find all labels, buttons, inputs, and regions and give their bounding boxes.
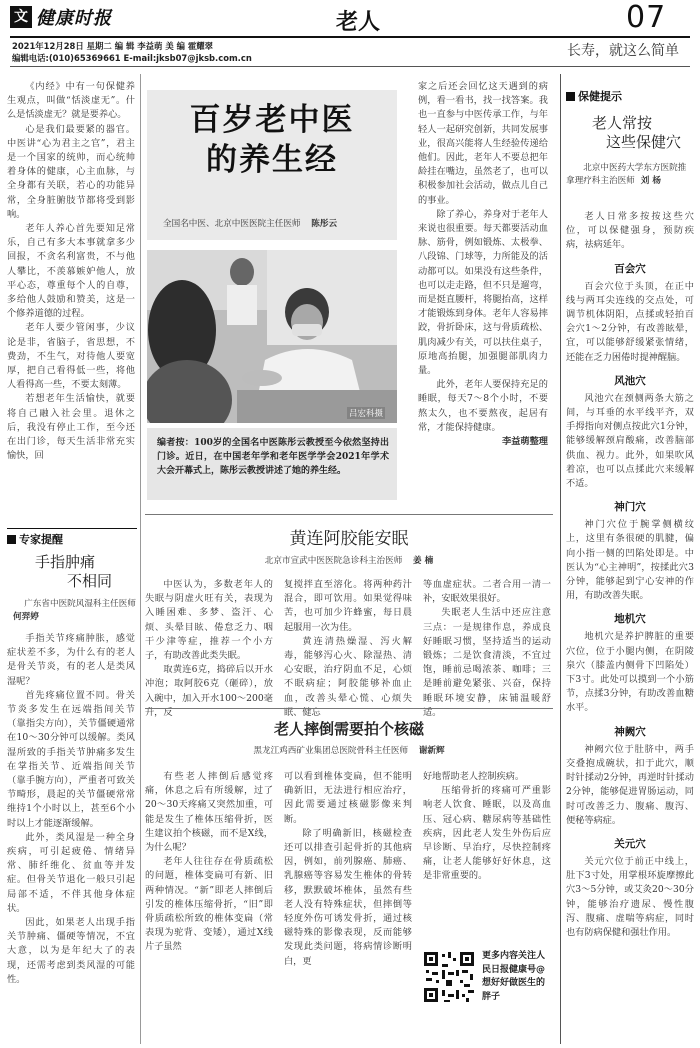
- qr-caption: 更多内容关注人民日报健康号@想好好做医生的胖子: [482, 951, 546, 1002]
- feature-col1: [7, 80, 135, 463]
- hlt-col2: [284, 578, 412, 720]
- feature-col3: [418, 80, 548, 449]
- masthead-rule-2: [10, 66, 690, 67]
- logo-mark: 文: [10, 6, 32, 28]
- acu-title: [566, 114, 696, 152]
- point-heading: 关元穴: [614, 837, 646, 850]
- author-role: 广东省中医院风湿科主任医师: [24, 599, 136, 609]
- paragraph: 首先疼痛位置不同。骨关节炎多发生在远端指间关节（靠指尖方向），关节僵硬通常在10～30分钟可以缓解。类风湿所致的手指关节肿痛多发生在掌指关节、近端指间关节（靠手腕方向），严重者可致关节畸形，晨起的关节僵硬常常维持1个小时以上，甚至6个小时以上才能逐渐缓解。: [7, 689, 135, 829]
- hlt-title: 黄连阿胶能安眠: [289, 529, 409, 549]
- paragraph: 老年人养心首先要知足常乐，自己有多大本事就拿多少回报，不贪名利富贵，不与他人攀比，不羡慕嫉妒他人，放平心态，尊重每个人的自尊，多给他人鼓励和赞美，这是一个修养道德的过程。: [7, 223, 135, 320]
- fall-byline: [145, 745, 553, 758]
- section-label-text: 保健提示: [578, 90, 622, 103]
- hlt-col3: [423, 578, 551, 720]
- paragraph: 此外，类风湿是一种全身疾病，可引起疲倦、情绪异常、肺纤维化、贫血等并发症。但骨关节退化一般只引起局部不适，不伴其他身体症状。: [7, 831, 135, 914]
- qr-code[interactable]: [422, 950, 476, 1004]
- masthead-rule: [10, 36, 690, 38]
- photo-credit: 吕宏科摄: [349, 409, 384, 419]
- point-heading: 百会穴: [614, 262, 646, 275]
- editor-note: 编者按：100岁的全国名中医陈彤云教授至今依然坚持出门诊。近日，在中国老年学和老年医学学会2021年学术大会开幕式上，陈彤云教授讲述了她的养生经。: [157, 438, 389, 477]
- section-square-icon: [566, 92, 575, 101]
- finger-title-line2: 不相同: [67, 572, 113, 590]
- acu-byline: [566, 162, 694, 188]
- fall-col3: [423, 770, 551, 884]
- author-role: 北京市宣武中医医院急诊科主治医师: [264, 556, 403, 566]
- paragraph: 老年人要少管闲事，少议论是非，省脑子，省思想，不费劲，不生气，对待他人要宽厚，把自己看得低一些，将他人看得高一些，不要太刻薄。: [7, 322, 135, 391]
- column-divider: [560, 74, 561, 1044]
- logo-text: 健康时报: [36, 8, 112, 29]
- section-square-icon: [7, 535, 16, 544]
- author-name: 刘 杨: [640, 176, 661, 186]
- paragraph: 地机穴是养护脾脏的重要穴位，位于小腿内侧，在阴陵泉穴（膝盖内侧骨下凹陷处）下3寸。此处可以摸到一个小筋节，点揉3分钟，有助改善血糖水平。: [566, 631, 694, 714]
- paragraph: 《内经》中有一句保健养生观点，叫做“恬淡虚无”。什么是恬淡虚无？就是要养心。: [7, 81, 135, 121]
- author-role: 北京中医药大学东方医院推拿理疗科主治医师: [566, 163, 687, 186]
- feature-photo: [147, 250, 397, 423]
- acu-body: [566, 210, 694, 940]
- paragraph: 中医认为，多数老年人的失眠与阴虚火旺有关，表现为入睡困难、多梦、盗汗、心烦、头晕目眩、倦怠乏力、咽干少津等症，推荐一个小方子，有助改善此类失眠。: [145, 579, 273, 662]
- paragraph: 失眠老人生活中还应注意三点：一是规律作息，养成良好睡眠习惯，坚持适当的运动锻炼；二是饮食清淡，不宜过饱，睡前忌喝浓茶、咖啡；三是睡前避免紧张、兴奋，保持睡眠环境安静，床铺温暖舒适。: [423, 607, 551, 718]
- paragraph: 黄连清热燥湿、泻火解毒，能够泻心火、除湿热、清心安眠，治疗阴血不足，心烦不眠病症；阿胶能够补血止血，改善头晕心慌、心烦失眠、健忘: [284, 635, 412, 718]
- masthead-logo: [10, 5, 112, 29]
- finger-title-line1: 手指肿痛: [35, 553, 96, 571]
- section-rule: [7, 528, 137, 529]
- paragraph: 可以看到椎体变扁，但不能明确新旧，无法进行相应治疗，因此需要通过核磁影像来判断。: [284, 771, 412, 825]
- section-label-text: 专家提醒: [19, 533, 63, 546]
- acu-title-line2: 这些保健穴: [606, 133, 682, 151]
- contact-line: 编辑电话:(010)65369661 E-mail:jksb07@jksb.com.cn: [12, 53, 252, 63]
- doctor-photo-illustration: [147, 250, 397, 423]
- paragraph: 神阙穴位于肚脐中，两手交叠抱成碗状，扣于此穴，顺时针揉动2分钟，再逆时针揉动2分钟，能够促进胃肠运动，同时可改善乏力、腹痛、腹泻、便秘等病症。: [566, 743, 694, 826]
- paragraph: 除了明确新旧，核磁检查还可以排查引起骨折的其他病因，例如，前列腺癌、肺癌、乳腺癌等容易发生椎体的骨转移，默默破坏椎体，虽然有些老人没有特殊症状，但摔倒等轻度外伤可诱发骨折，通过核磁特殊的影像表现，反而能够发现此类问题，将病情诊断明白，更: [284, 827, 412, 967]
- feature-title-line2: 的养生经: [206, 142, 338, 178]
- paragraph: 风池穴在颈侧两条大筋之间，与耳垂的水平线平齐，双手拇指向对侧点按此穴1分钟，能够缓解颈肩酸痛，改善脑部供血、视力。此外，如果吹风着凉，也可以点揉此穴来缓解不适。: [566, 392, 694, 490]
- paragraph: 压缩骨折的疼痛可严重影响老人饮食、睡眠，以及高血压、冠心病、糖尿病等基础性疾病，因此老人发生外伤后应早诊断、早治疗，尽快控制疼痛，让老人能够好好休息，这是非常重要的。: [423, 785, 551, 882]
- paragraph: 老年人往往存在骨质疏松的问题，椎体变扁可有新、旧两种情况。“新”即老人摔倒后引发的椎体压缩骨折，“旧”即骨质疏松所致的椎体变扁（常表现为驼背、变矮），通过X线片子虽然: [145, 856, 273, 953]
- author-name: 谢新辉: [418, 746, 445, 756]
- finger-byline: [7, 598, 137, 624]
- fall-col2: [284, 770, 412, 969]
- point-heading: 风池穴: [614, 374, 646, 387]
- section-rule: [145, 514, 553, 515]
- author-role: 黑龙江鸡西矿业集团总医院骨科主任医师: [253, 746, 409, 756]
- finger-section-label: [7, 531, 63, 547]
- acu-title-line1: 老人常按: [592, 114, 653, 132]
- paragraph: 好地帮助老人控制疾病。: [423, 771, 525, 782]
- fall-col1: [145, 770, 273, 955]
- signoff: 李益萌整理: [502, 436, 548, 448]
- author-name: 姜 楠: [413, 556, 434, 566]
- column-divider: [140, 74, 141, 1044]
- slogan: 长寿，就这么简单: [567, 43, 679, 59]
- feature-byline: [163, 218, 393, 231]
- date-line: 2021年12月28日 星期二 编 辑 李益萌 美 编 霍耀翠: [12, 41, 214, 51]
- paragraph: 关元穴位于前正中线上，肚下3寸处，用掌根环旋摩擦此穴3～5分钟，或艾灸20～30分钟，能够治疗遗尿、慢性腹泻、腹痛、虚喘等病症，同时也有防病保健和强壮作用。: [566, 855, 694, 938]
- author-role: 全国名中医、北京中医医院主任医师: [163, 219, 301, 229]
- section-title: 老人: [335, 10, 380, 35]
- hlt-byline: [145, 555, 553, 568]
- paragraph: 家之后还会回忆这天遇到的病例，看一看书，找一找答案。我也一直参与中医传承工作，与年轻人一起研究创新，共同发展事业，很高兴能将人生经验传递给他们。因此，老年人不要总把年龄挂在嘴边，虽然老了，也可以积极参加社会活动，做点儿自己的事业。: [418, 81, 548, 206]
- paragraph: 老人日常多按按这些穴位，可以保健强身，预防疾病，祛病延年。: [566, 211, 694, 251]
- point-heading: 神门穴: [614, 501, 646, 514]
- point-heading: 神阙穴: [614, 725, 646, 738]
- author-name: 陈彤云: [311, 219, 338, 229]
- paragraph: 因此，如果老人出现手指关节肿痛、僵硬等情况，不宜大意，以为是年纪大了的表现，还需考虑到类风湿的可能性。: [7, 917, 135, 985]
- acu-section-label: [566, 88, 622, 104]
- point-heading: 地机穴: [614, 613, 646, 626]
- paragraph: 若想老年生活愉快，就要将自己融入社会里。退休之后，我没有停止工作，至今还在出门诊，每天生活非常充实愉快，回: [7, 393, 135, 462]
- hlt-col1: [145, 578, 273, 720]
- paragraph: 除了养心，养身对于老年人来说也很重要。每天都要活动血脉、筋骨，例如锻炼、太极拳、八段锦、门球等，力所能及的活动都可以。如果没有这些条件，也可以走走路，但不只是遛弯，而是挺直腰杆，将腿抬高，这样才能锻炼到身体。老年人容易摔跤，骨折卧床，这与骨质疏松、肌肉减少有关，可以扶住桌子，原地高抬腿，加强腿部肌肉力量。: [418, 208, 548, 377]
- paragraph: 手指关节疼痛肿胀，感觉症状差不多，为什么有的老人是骨关节炎，有的老人是类风湿呢？: [7, 633, 135, 687]
- paragraph: 此外，老年人要保持充足的睡眠，每天7～8个小时，不要熬太久，也不要熬夜，起居有常，才能保持健康。: [418, 379, 548, 433]
- paragraph: 心是我们最要紧的器官。中医讲“心为君主之官”，君主是一个国家的统帅，而心统帅着身体的健康，心主血脉，与全身都有关联，若心的功能异常，全身脏腑肢节都将受到影响。: [7, 123, 135, 220]
- author-name: 何羿婷: [13, 612, 39, 622]
- paragraph: 神门穴位于腕掌侧横纹上，这里有条很硬的肌腱，偏向小指一侧的凹陷处即是。中医认为“心主神明”，按揉此穴3分钟，能够起到宁心安神的作用，有助改善失眠。: [566, 519, 694, 602]
- finger-title: [7, 553, 137, 591]
- feature-title-line1: 百岁老中医: [189, 102, 355, 138]
- paragraph: 等血虚症状。二者合用一清一补，安眠效果很好。: [423, 579, 551, 605]
- section-rule: [145, 708, 553, 709]
- finger-body: [7, 632, 135, 987]
- paragraph: 百会穴位于头顶，在正中线与两耳尖连线的交点处，可调节机体阴阳，点揉或轻拍百会穴1～2分钟，有改善眩晕，宜，可以能够舒缓紧张情绪，还能在乏力困倦时提神醒脑。: [566, 280, 694, 363]
- qr-code-icon: [422, 950, 476, 1004]
- feature-title: [147, 100, 397, 180]
- paragraph: 有些老人摔倒后感觉疼痛，休息之后有所缓解，过了20～30天疼痛又突然加重，可能是发生了椎体压缩骨折，医生建议拍个核磁，而不是X线，为什么呢？: [145, 771, 273, 854]
- paragraph: 取黄连6克，捣碎后以开水冲泡；取阿胶6克（砸碎），放入碗中，加入开水100～200毫升，反: [145, 664, 273, 718]
- paragraph: 复搅拌直至溶化。将两种药汁混合，即可饮用。如果觉得味苦，也可加少许蜂蜜，每日晨起服用一次为佳。: [284, 579, 412, 633]
- fall-title: 老人摔倒需要拍个核磁: [273, 720, 424, 738]
- page-number: 07: [626, 0, 667, 35]
